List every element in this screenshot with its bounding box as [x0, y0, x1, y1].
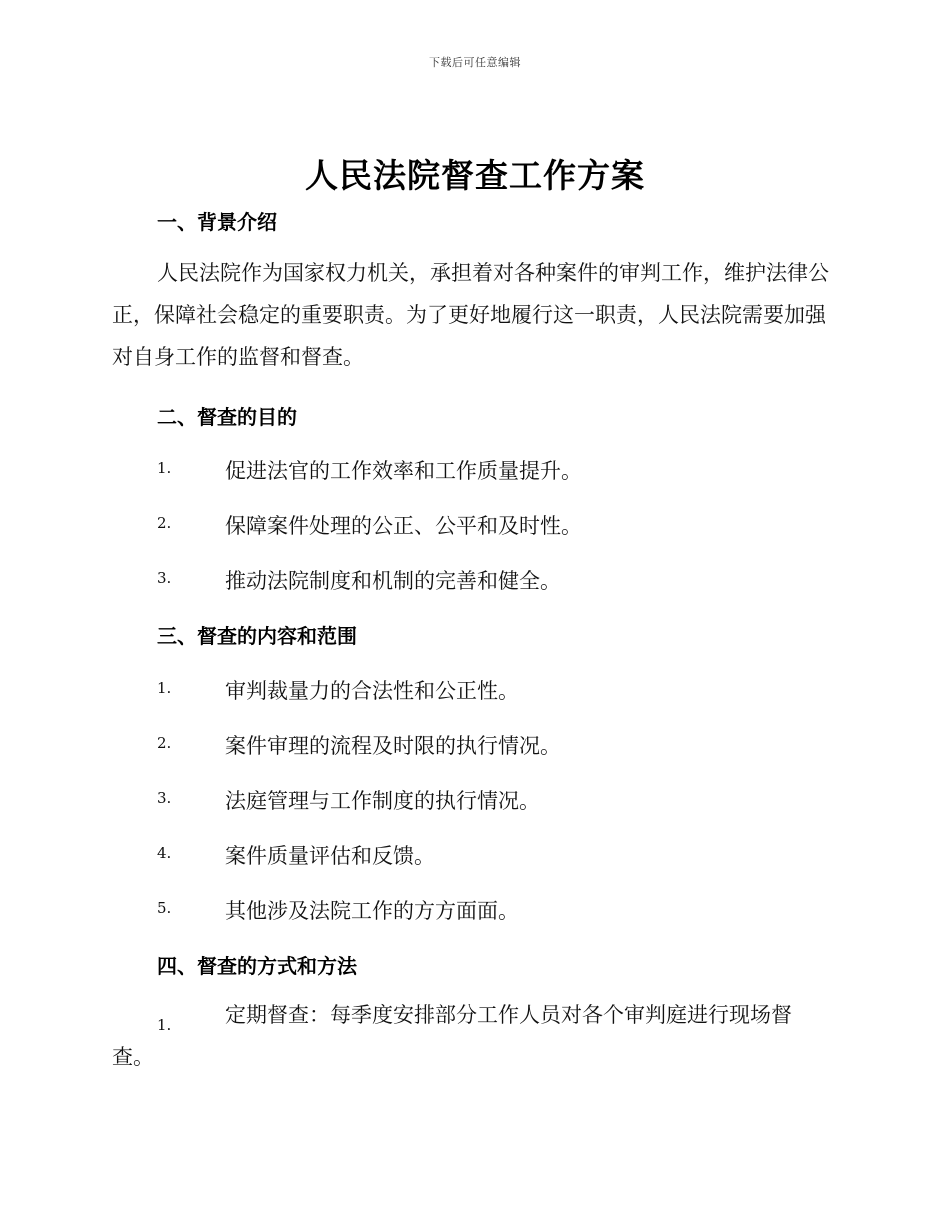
list-number: 4.	[157, 844, 172, 862]
list-item	[0, 785, 950, 815]
list-number: 3.	[157, 789, 172, 807]
list-item	[0, 895, 950, 925]
list-text: 其他涉及法院工作的方方面面。	[225, 899, 519, 923]
background-paragraph: 人民法院作为国家权力机关，承担着对各种案件的审判工作，维护法律公正，保障社会稳定的重要职责。为了更好地履行这一职责，人民法院需要加强对自身工作的监督和督查。	[112, 261, 829, 369]
list-number: 1.	[157, 1016, 172, 1034]
section-heading-methods: 四、督查的方式和方法	[157, 954, 357, 978]
document-title: 人民法院督查工作方案	[305, 156, 645, 195]
list-number: 3.	[157, 569, 172, 587]
list-item	[0, 730, 950, 760]
list-text: 案件审理的流程及时限的执行情况。	[225, 734, 561, 758]
list-item	[0, 675, 950, 705]
list-text: 法庭管理与工作制度的执行情况。	[225, 789, 540, 813]
header-note: 下载后可任意编辑	[429, 56, 521, 69]
list-item	[0, 840, 950, 870]
list-number: 2.	[157, 734, 172, 752]
list-number: 5.	[157, 899, 172, 917]
list-text: 推动法院制度和机制的完善和健全。	[225, 569, 561, 593]
list-item	[0, 565, 950, 595]
section-heading-background: 一、背景介绍	[157, 210, 277, 234]
list-number: 1.	[157, 679, 172, 697]
list-text: 案件质量评估和反馈。	[225, 844, 435, 868]
list-item	[112, 1000, 832, 1084]
list-item	[0, 510, 950, 540]
section-heading-purpose: 二、督查的目的	[157, 405, 297, 429]
section-heading-scope: 三、督查的内容和范围	[157, 624, 357, 648]
list-text-continuation: 查。	[112, 1045, 154, 1069]
list-text: 审判裁量力的合法性和公正性。	[225, 679, 519, 703]
list-number: 1.	[157, 459, 172, 477]
list-text: 定期督查：每季度安排部分工作人员对各个审判庭进行现场督	[225, 1003, 792, 1027]
list-item	[0, 455, 950, 485]
list-text: 保障案件处理的公正、公平和及时性。	[225, 514, 582, 538]
list-number: 2.	[157, 514, 172, 532]
list-text: 促进法官的工作效率和工作质量提升。	[225, 459, 582, 483]
